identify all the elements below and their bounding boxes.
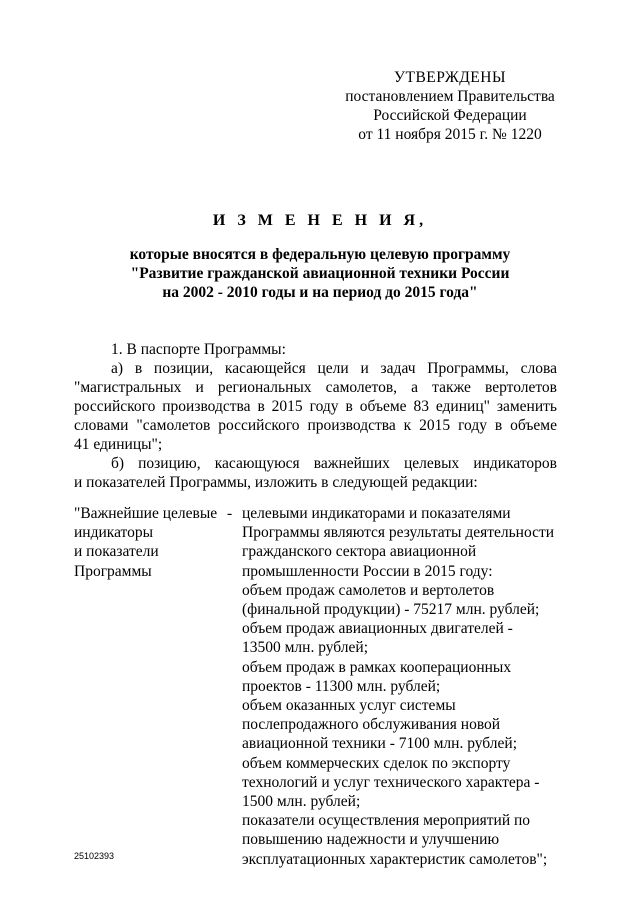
right-cell-line: объем коммерческих сделок по экспорту <box>242 754 511 772</box>
left-cell-line: индикаторы <box>74 524 154 542</box>
left-cell-line: и показатели <box>74 543 159 561</box>
right-cell-line: 1500 млн. рублей; <box>242 793 361 811</box>
left-cell-line: Программы <box>74 562 152 580</box>
subtitle-line-2: "Развитие гражданской авиационной техники России <box>130 265 510 282</box>
document-code: 25102393 <box>74 851 115 861</box>
right-cell-line: повышению надежности и улучшению <box>242 831 500 849</box>
right-cell-line: Программы являются результаты деятельности <box>242 524 555 542</box>
right-cell-line: промышленности России в 2015 году: <box>242 562 493 580</box>
paragraph-a-line: а) в позиции, касающейся цели и задач Программы, слова <box>111 360 557 377</box>
right-cell-line: технологий и услуг технического характера - <box>242 773 540 791</box>
paragraph-a-line: словами "самолетов российского производства к 2015 году в объеме <box>74 417 557 434</box>
paragraph-a-line: 41 единицы"; <box>74 436 163 453</box>
right-cell-line: 13500 млн. рублей; <box>242 639 369 657</box>
right-cell-line: целевыми индикаторами и показателями <box>242 505 511 522</box>
table-dash: - <box>227 505 233 522</box>
paragraph-b <box>74 454 557 492</box>
right-cell-line: объем продаж самолетов и вертолетов <box>242 581 495 599</box>
document-subtitle <box>60 245 580 302</box>
right-cell-line: авиационной техники - 7100 млн. рублей; <box>242 735 518 753</box>
approval-line-1: постановлением Правительства <box>345 88 555 105</box>
paragraph-b-line: и показателей Программы, изложить в следующей редакции: <box>74 474 478 491</box>
right-cell-line: объем продаж в рамках кооперационных <box>242 658 512 676</box>
subtitle-line-3: на 2002 - 2010 годы и на период до 2015 года" <box>162 284 478 301</box>
left-cell-line: "Важнейшие целевые <box>74 505 218 522</box>
paragraph-a <box>74 359 557 454</box>
right-cell-line: показатели осуществления мероприятий по <box>242 812 531 830</box>
approval-line-2: Российской Федерации <box>373 107 527 124</box>
paragraph-1: 1. В паспорте Программы: <box>111 341 286 358</box>
approval-heading: УТВЕРЖДЕНЫ <box>394 69 506 86</box>
approval-line-3: от 11 ноября 2015 г. № 1220 <box>358 126 542 143</box>
right-cell-line: объем оказанных услуг системы <box>242 697 456 715</box>
subtitle-line-1: которые вносятся в федеральную целевую программу <box>129 246 511 263</box>
paragraph-a-line: российского производства в 2015 году в объеме 83 единиц" заменить <box>74 398 557 415</box>
table-right-column <box>242 504 562 869</box>
approval-block <box>330 68 570 144</box>
right-cell-line: (финальной продукции) - 75217 млн. рублей; <box>242 601 540 619</box>
paragraph-b-line: б) позицию, касающуюся важнейших целевых индикаторов <box>111 455 557 472</box>
right-cell-line: эксплуатационных характеристик самолетов"; <box>242 850 548 868</box>
right-cell-line: гражданского сектора авиационной <box>242 543 477 561</box>
table-left-column <box>74 504 234 581</box>
document-title: И З М Е Н Е Н И Я, <box>212 212 428 229</box>
right-cell-line: послепродажного обслуживания новой <box>242 716 501 734</box>
paragraph-a-line: "магистральных и региональных самолетов, а также вертолетов <box>74 379 557 396</box>
right-cell-line: проектов - 11300 млн. рублей; <box>242 677 441 695</box>
right-cell-line: объем продаж авиационных двигателей - <box>242 620 513 638</box>
